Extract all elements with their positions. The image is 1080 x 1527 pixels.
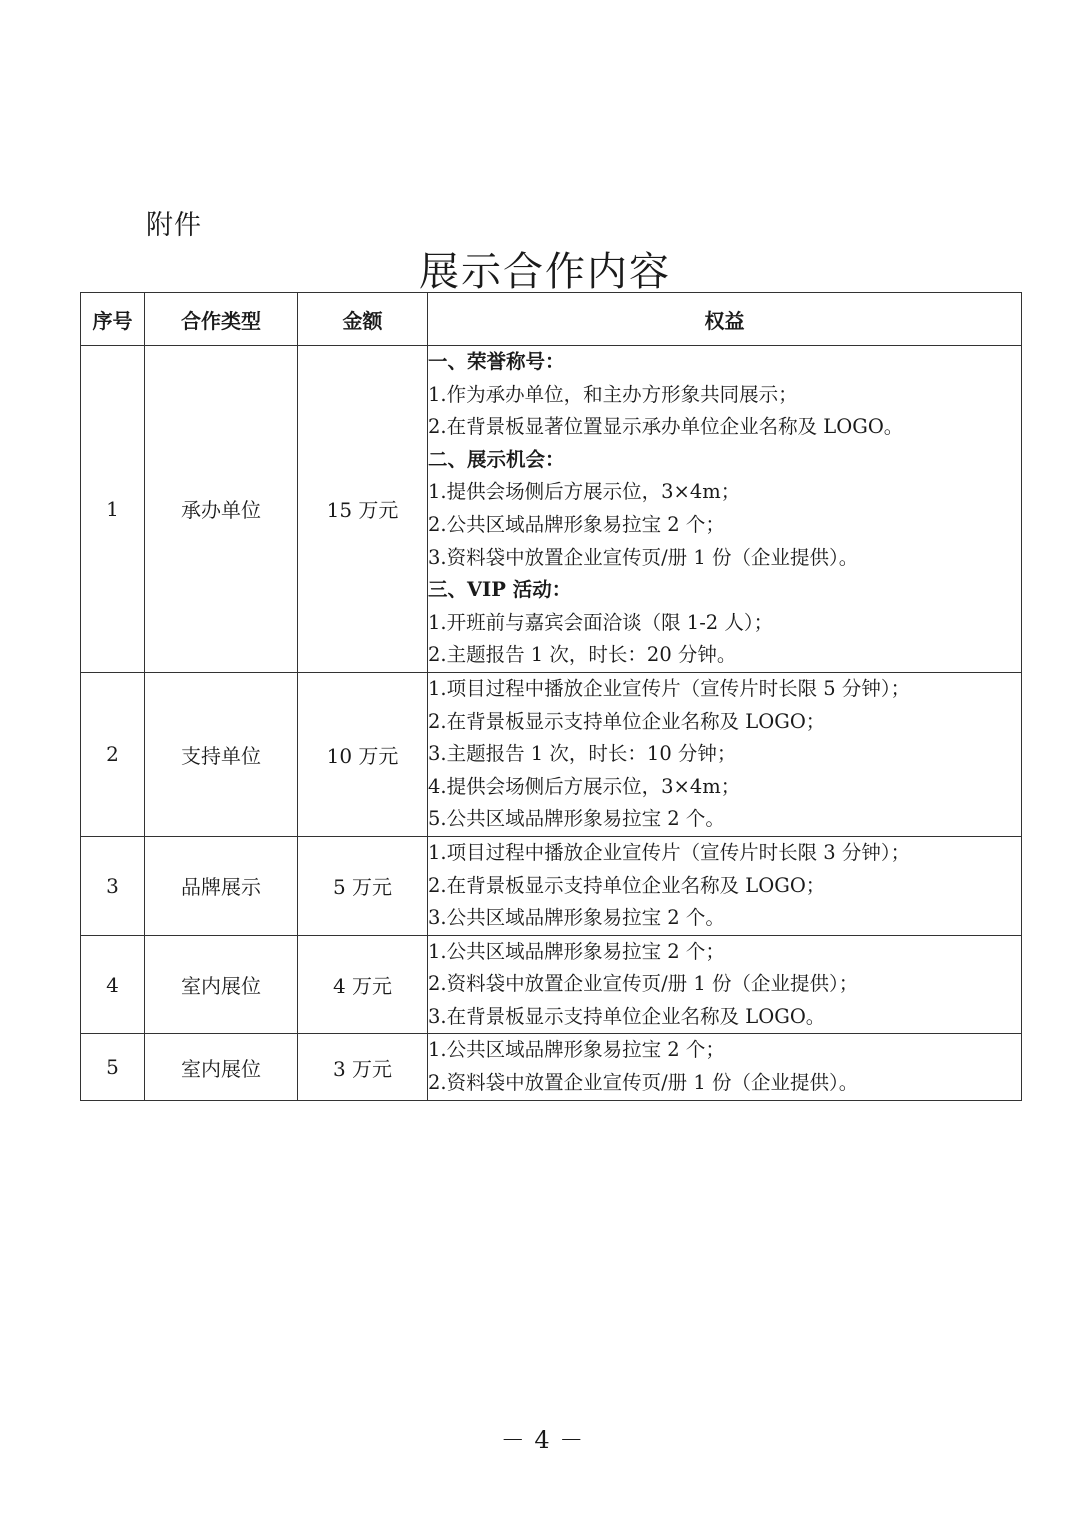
attachment-label: 附件 bbox=[146, 210, 202, 241]
amount-cell: 4 万元 bbox=[298, 935, 428, 1034]
benefit-item: 2.在背景板显著位置显示承办单位企业名称及 LOGO。 bbox=[428, 415, 904, 439]
benefit-item: 3.公共区域品牌形象易拉宝 2 个。 bbox=[428, 906, 725, 930]
table-row bbox=[81, 672, 1022, 836]
row-number-cell: 2 bbox=[81, 672, 145, 836]
benefit-item: 2.在背景板显示支持单位企业名称及 LOGO； bbox=[428, 873, 826, 897]
row-number-cell: 5 bbox=[81, 1034, 145, 1100]
benefit-section-heading: 三、VIP 活动： bbox=[428, 578, 572, 602]
page-title: 展示合作内容 bbox=[419, 249, 671, 295]
column-header-amount: 金额 bbox=[298, 293, 428, 346]
row-number-cell: 1 bbox=[81, 346, 145, 673]
benefit-item: 2.在背景板显示支持单位企业名称及 LOGO； bbox=[428, 709, 826, 733]
cooperation-table bbox=[80, 292, 1022, 1101]
row-number-cell: 3 bbox=[81, 836, 145, 935]
benefit-item: 1.提供会场侧后方展示位，3×4m； bbox=[428, 480, 741, 504]
benefits-cell bbox=[428, 346, 1022, 673]
amount-cell: 15 万元 bbox=[298, 346, 428, 673]
amount-cell: 3 万元 bbox=[298, 1034, 428, 1100]
benefits-cell bbox=[428, 836, 1022, 935]
benefit-item: 3.资料袋中放置企业宣传页/册 1 份（企业提供）。 bbox=[428, 545, 859, 569]
table-body bbox=[81, 346, 1022, 1101]
benefit-item: 5.公共区域品牌形象易拉宝 2 个。 bbox=[428, 807, 725, 831]
column-header-type: 合作类型 bbox=[145, 293, 298, 346]
amount-cell: 5 万元 bbox=[298, 836, 428, 935]
cooperation-type-cell: 承办单位 bbox=[145, 346, 298, 673]
cooperation-type-cell: 支持单位 bbox=[145, 672, 298, 836]
amount-cell: 10 万元 bbox=[298, 672, 428, 836]
table-row bbox=[81, 346, 1022, 673]
benefit-section-heading: 一、荣誉称号： bbox=[428, 350, 565, 373]
benefits-cell bbox=[428, 672, 1022, 836]
table-row bbox=[81, 935, 1022, 1034]
benefit-item: 1.公共区域品牌形象易拉宝 2 个； bbox=[428, 939, 725, 963]
benefit-item: 1.开班前与嘉宾会面洽谈（限 1-2 人）； bbox=[428, 610, 774, 634]
benefit-item: 2.资料袋中放置企业宣传页/册 1 份（企业提供）； bbox=[428, 972, 859, 996]
row-number-cell: 4 bbox=[81, 935, 145, 1034]
benefit-item: 2.主题报告 1 次，时长：20 分钟。 bbox=[428, 643, 737, 667]
benefit-item: 1.项目过程中播放企业宣传片（宣传片时长限 3 分钟）； bbox=[428, 840, 911, 864]
benefits-cell bbox=[428, 935, 1022, 1034]
cooperation-type-cell: 室内展位 bbox=[145, 1034, 298, 1100]
cooperation-type-cell: 品牌展示 bbox=[145, 836, 298, 935]
benefit-item: 3.主题报告 1 次，时长：10 分钟； bbox=[428, 742, 737, 766]
column-header-no: 序号 bbox=[81, 293, 145, 346]
benefit-item: 1.项目过程中播放企业宣传片（宣传片时长限 5 分钟）； bbox=[428, 676, 911, 700]
benefit-item: 1.作为承办单位，和主办方形象共同展示； bbox=[428, 382, 798, 406]
cooperation-type-cell: 室内展位 bbox=[145, 935, 298, 1034]
benefit-item: 1.公共区域品牌形象易拉宝 2 个； bbox=[428, 1038, 725, 1062]
benefit-item: 2.资料袋中放置企业宣传页/册 1 份（企业提供）。 bbox=[428, 1071, 859, 1095]
benefit-item: 3.在背景板显示支持单位企业名称及 LOGO。 bbox=[428, 1004, 826, 1028]
table-header-row bbox=[81, 293, 1022, 346]
benefit-item: 4.提供会场侧后方展示位，3×4m； bbox=[428, 774, 741, 798]
benefit-section-heading: 二、展示机会： bbox=[428, 447, 565, 471]
table-row bbox=[81, 1034, 1022, 1100]
page-number: － 4 － bbox=[500, 1426, 585, 1454]
table-row bbox=[81, 836, 1022, 935]
column-header-benefits: 权益 bbox=[428, 293, 1022, 346]
benefits-cell bbox=[428, 1034, 1022, 1100]
benefit-item: 2.公共区域品牌形象易拉宝 2 个； bbox=[428, 512, 725, 536]
